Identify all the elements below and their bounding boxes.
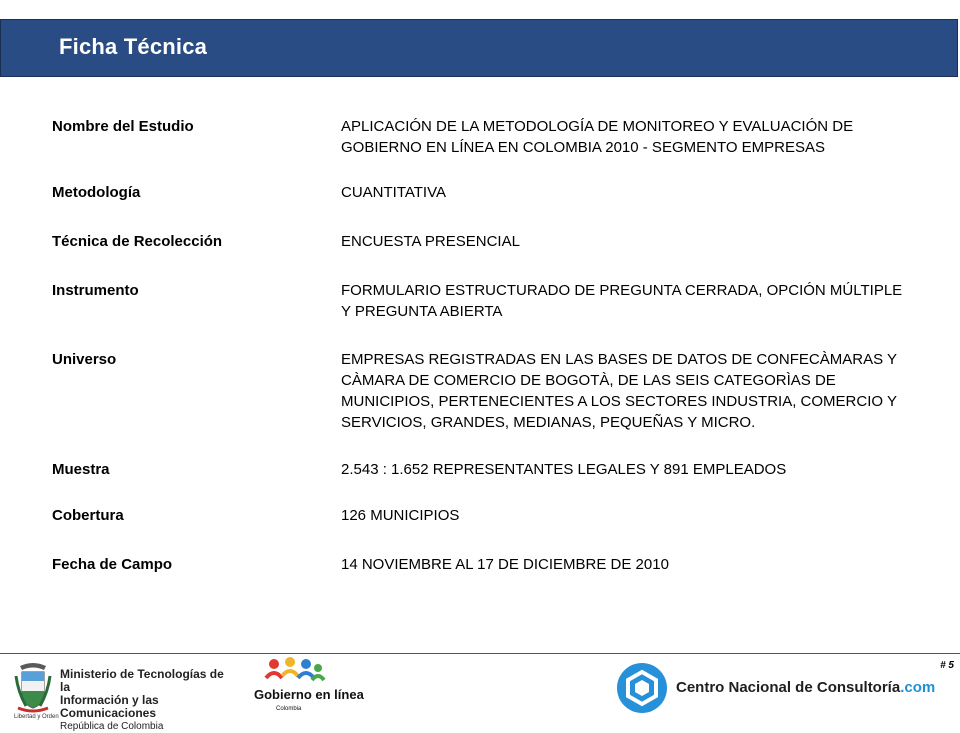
ministry-motto: Libertad y Orden	[14, 714, 59, 720]
colombia-crest-icon	[14, 662, 52, 714]
people-figures-icon	[252, 656, 332, 690]
cnc-domain: .com	[900, 679, 936, 696]
row-label: Metodología	[52, 184, 141, 201]
cnc-logo	[614, 662, 944, 718]
row-value: APLICACIÓN DE LA METODOLOGÍA DE MONITOREO Y EVALUACIÓN DE GOBIERNO EN LÍNEA EN COLOMBIA 2010 - SEGMENTO EMPRESAS	[341, 118, 854, 156]
ministry-line-2: Información y las Comunicaciones	[60, 693, 159, 720]
cnc-name-text: Centro Nacional de Consultoría	[676, 679, 901, 696]
row-label: Fecha de Campo	[52, 556, 173, 573]
row-label: Muestra	[52, 461, 110, 478]
row-value: CUANTITATIVA	[341, 184, 446, 201]
gel-name: Gobierno en línea	[254, 687, 364, 702]
page-title: Ficha Técnica	[59, 34, 208, 59]
cnc-emblem-icon	[616, 662, 668, 714]
row-value: 126 MUNICIPIOS	[341, 507, 460, 524]
gel-country: Colombia	[276, 706, 302, 712]
row-label: Nombre del Estudio	[52, 118, 194, 135]
page-number: # 5	[940, 660, 954, 671]
row-value: EMPRESAS REGISTRADAS EN LAS BASES DE DATOS DE CONFECÀMARAS Y CÀMARA DE COMERCIO DE BOGOTÀ, DE LAS SEIS CATEGORÌAS DE MUNICIPIOS, PERTENECIENTES A LOS SECTORES INDUSTRIA, COMERCIO Y SERVICIOS, GRANDES, MEDIANAS, PEQUEÑAS Y MICRO.	[341, 351, 897, 431]
cnc-name	[676, 679, 935, 696]
row-value: 14 NOVIEMBRE AL 17 DE DICIEMBRE DE 2010	[341, 556, 669, 573]
row-label: Universo	[52, 351, 117, 368]
gobierno-en-linea-logo	[252, 656, 364, 718]
row-value: FORMULARIO ESTRUCTURADO DE PREGUNTA CERRADA, OPCIÓN MÚLTIPLE Y PREGUNTA ABIERTA	[341, 282, 903, 320]
row-value: ENCUESTA PRESENCIAL	[341, 233, 520, 250]
ministry-line-1: Ministerio de Tecnologías de la	[60, 667, 224, 694]
row-label: Técnica de Recolección	[52, 233, 223, 250]
row-value: 2.543 : 1.652 REPRESENTANTES LEGALES Y 891 EMPLEADOS	[341, 461, 787, 478]
footer-divider	[0, 653, 960, 654]
ministry-line-3: República de Colombia	[60, 721, 164, 732]
ministry-name	[60, 668, 230, 733]
row-label: Instrumento	[52, 282, 139, 299]
row-label: Cobertura	[52, 507, 124, 524]
title-banner	[0, 19, 958, 77]
